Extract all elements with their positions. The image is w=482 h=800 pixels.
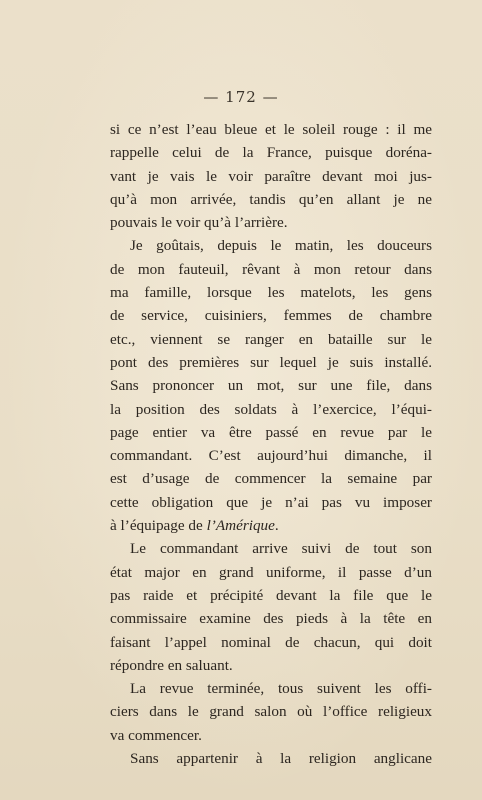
text-line (110, 258, 432, 281)
page-number: — 172 — (203, 88, 279, 106)
text-line-content: vant je vais le voir paraître devant moi jus- (110, 167, 432, 185)
text-line-content: état major en grand uniforme, il passe d’un (110, 563, 432, 581)
ship-name: l’Amérique (206, 517, 275, 535)
text-line-content: rappelle celui de la France, puisque doréna- (110, 144, 432, 162)
text-line-content: Sans appartenir à la religion anglicane (130, 750, 432, 768)
text-line (110, 188, 432, 211)
text-line (110, 700, 432, 723)
text-line (110, 234, 432, 257)
text-line (110, 444, 432, 467)
text-line-content: etc., viennent se ranger en bataille sur le (110, 330, 432, 348)
text-line-content: Sans prononcer un mot, sur une file, dans (110, 377, 432, 395)
text-line-content: est d’usage de commencer la semaine par (110, 470, 432, 488)
text-line-content: ciers dans le grand salon où l’office religieux (110, 703, 432, 721)
text-line (110, 607, 432, 630)
text-line (110, 654, 432, 677)
text-line-content: Le commandant arrive suivi de tout son (130, 540, 432, 558)
text-line-content: ma famille, lorsque les matelots, les gens (110, 284, 432, 302)
text-line-content: commandant. C’est aujourd’hui dimanche, il (110, 447, 432, 465)
text-line (110, 724, 432, 747)
text-line-content: répondre en saluant. (110, 656, 233, 674)
text-line (110, 304, 432, 327)
text-line (110, 328, 432, 351)
text-line-content: la position des soldats à l’exercice, l’équi- (110, 400, 432, 418)
text-line-content: qu’à mon arrivée, tandis qu’en allant je ne (110, 190, 432, 208)
text-line (110, 281, 432, 304)
text-line (110, 118, 432, 141)
text-line-content: commissaire examine des pieds à la tête en (110, 610, 432, 628)
text-line-content: page entier va être passé en revue par le (110, 423, 432, 441)
body-text (110, 118, 432, 770)
text-line-content: à l’équipage de (110, 517, 207, 535)
text-line-content: de service, cuisiniers, femmes de chambre (110, 307, 432, 325)
text-line (110, 421, 432, 444)
text-line-content: pas raide et précipité devant la file que le (110, 586, 432, 604)
text-line (110, 514, 432, 537)
text-line (110, 561, 432, 584)
text-line-content: cette obligation que je n’ai pas vu imposer (110, 493, 432, 511)
text-line (110, 537, 432, 560)
text-line (110, 467, 432, 490)
text-line (110, 584, 432, 607)
text-line (110, 211, 432, 234)
text-line (110, 747, 432, 770)
punctuation: . (274, 517, 279, 535)
text-line (110, 631, 432, 654)
text-line-content: Je goûtais, depuis le matin, les douceurs (130, 237, 432, 255)
text-line-content: La revue terminée, tous suivent les offi- (130, 680, 432, 698)
text-line (110, 398, 432, 421)
text-line (110, 141, 432, 164)
text-line-content: si ce n’est l’eau bleue et le soleil rouge : il me (110, 121, 432, 138)
text-line-content: va commencer. (110, 726, 202, 744)
text-line (110, 374, 432, 397)
text-line (110, 165, 432, 188)
text-line-content: de mon fauteuil, rêvant à mon retour dans (110, 260, 432, 278)
text-line-content: pouvais le voir qu’à l’arrière. (110, 214, 288, 232)
text-line-content: pont des premières sur lequel je suis installé. (110, 353, 432, 371)
text-line-content: faisant l’appel nominal de chacun, qui doit (110, 633, 432, 651)
text-line (110, 677, 432, 700)
text-line (110, 491, 432, 514)
text-line (110, 351, 432, 374)
